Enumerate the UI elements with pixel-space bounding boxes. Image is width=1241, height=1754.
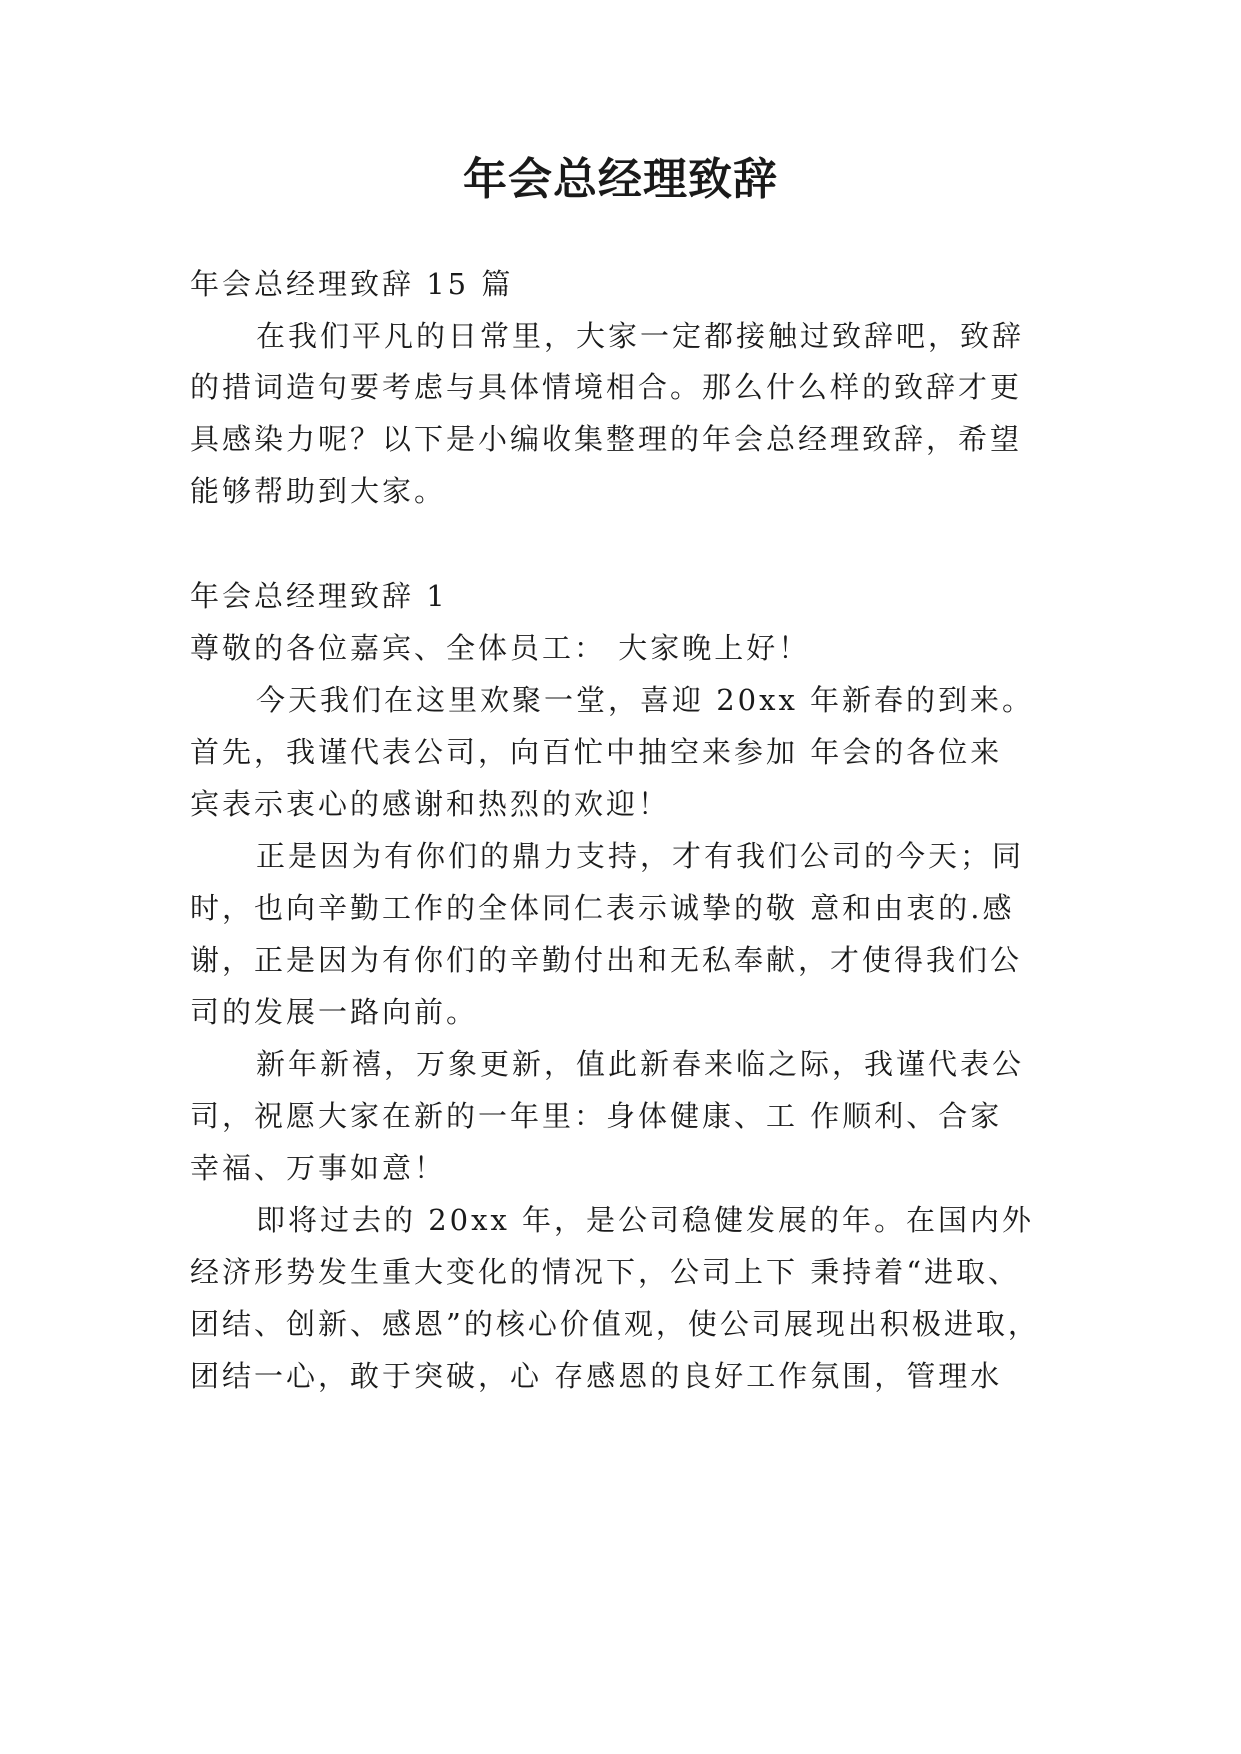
intro-line: 的措词造句要考虑与具体情境相合。那么什么样的致辞才更 [190, 370, 1023, 404]
paragraph-line: 司的发展一路向前。 [190, 995, 479, 1029]
greeting: 尊敬的各位嘉宾、全体员工： 大家晚上好！ [190, 631, 811, 665]
intro-line: 在我们平凡的日常里，大家一定都接触过致辞吧，致辞 [256, 319, 1025, 353]
paragraph-line: 首先，我谨代表公司，向百忙中抽空来参加 年会的各位来 [190, 735, 1003, 769]
intro-line: 能够帮助到大家。 [190, 474, 447, 508]
paragraph-line: 司，祝愿大家在新的一年里：身体健康、工 作顺利、合家 [190, 1099, 1003, 1133]
paragraph-line: 新年新禧，万象更新，值此新春来临之际，我谨代表公 [256, 1047, 1025, 1081]
intro-line: 具感染力呢？以下是小编收集整理的年会总经理致辞，希望 [190, 422, 1023, 456]
paragraph-line: 团结一心，敢于突破，心 存感恩的良好工作氛围，管理水 [190, 1359, 1003, 1393]
section-heading: 年会总经理致辞 1 [190, 579, 448, 613]
paragraph-line: 正是因为有你们的鼎力支持，才有我们公司的今天；同 [256, 839, 1025, 873]
paragraph-line: 今天我们在这里欢聚一堂，喜迎 20xx 年新春的到来。 [256, 683, 1035, 717]
paragraph-line: 幸福、万事如意！ [190, 1151, 447, 1185]
paragraph-line: 谢，正是因为有你们的辛勤付出和无私奉献，才使得我们公 [190, 943, 1023, 977]
paragraph-line: 宾表示衷心的感谢和热烈的欢迎！ [190, 787, 671, 821]
document-title: 年会总经理致辞 [463, 154, 778, 205]
subtitle: 年会总经理致辞 15 篇 [190, 267, 514, 301]
paragraph-line: 经济形势发生重大变化的情况下，公司上下 秉持着“进取、 [190, 1255, 1021, 1289]
paragraph-line: 时，也向辛勤工作的全体同仁表示诚挚的敬 意和由衷的.感 [190, 891, 1015, 925]
paragraph-line: 团结、创新、感恩”的核心价值观，使公司展现出积极进取， [190, 1307, 1040, 1341]
paragraph-line: 即将过去的 20xx 年，是公司稳健发展的年。在国内外 [256, 1203, 1035, 1237]
